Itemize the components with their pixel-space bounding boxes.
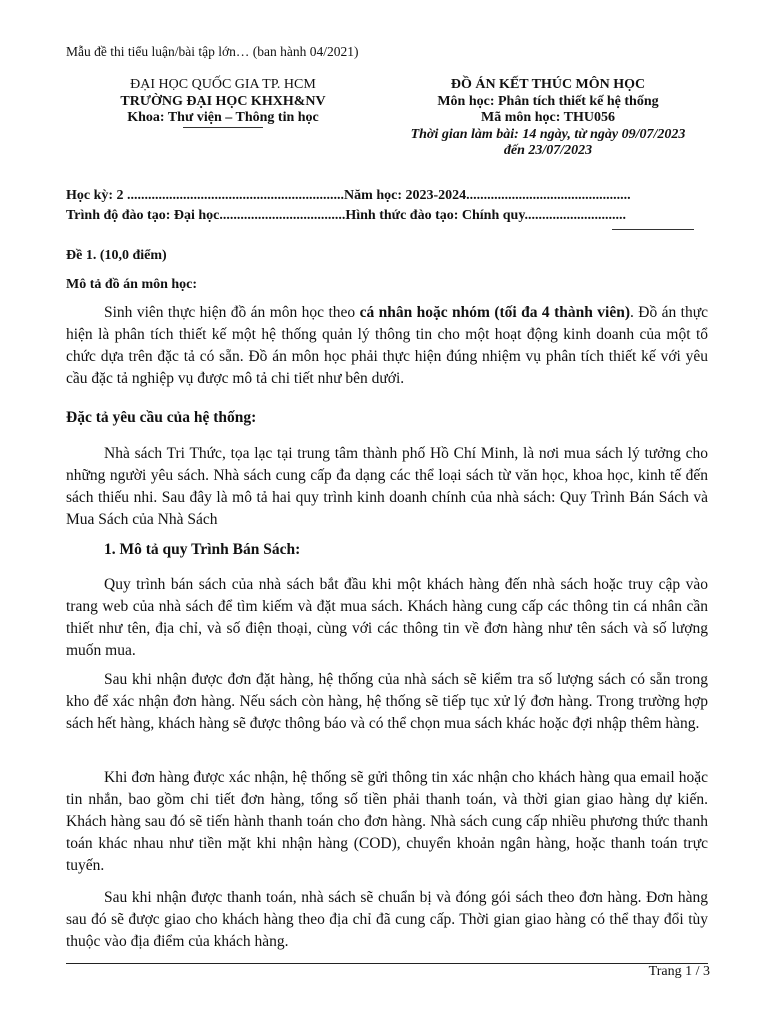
school-name: TRƯỜNG ĐẠI HỌC KHXH&NV [120,93,326,109]
question-title: Đề 1. (10,0 điểm) [66,248,167,263]
item-1-heading: 1. Mô tả quy Trình Bán Sách: [104,541,301,558]
description-heading: Mô tả đồ án môn học: [66,277,198,292]
paragraph-2 [66,443,708,531]
course-code: Mã môn học: THU056 [481,110,615,125]
exam-header [376,77,720,160]
paragraph-5 [66,767,708,877]
form-note: Mẫu đề thi tiểu luận/bài tập lớn… (ban hành 04/2021) [66,44,359,59]
paragraph-1 [66,302,708,390]
p2-text: Nhà sách Tri Thức, tọa lạc tại trung tâm thành phố Hồ Chí Minh, là nơi mua sách lý tưởng cho những người yêu sách. Nhà sách cung cấp đa dạng các thể loại sách từ văn học, khoa học, kinh tế đến sách thiếu nhi. Sau đây là mô tả hai quy trình kinh doanh chính của nhà sách: Quy Trình Bán Sách và Mua Sách của Nhà Sách [66,445,708,528]
p1-text-after: . Đồ án thực hiện là phân tích thiết kế một hệ thống quản lý thông tin cho một hoạt động kinh doanh của một tổ chức dựa trên đặc tả có sẵn. Đồ án môn học phải thực hiện đúng nhiệm vụ phân tích thiết kế với yêu cầu đặc tả nghiệp vụ được mô tả chi tiết như bên dưới. [66,304,708,387]
p5-text: Khi đơn hàng được xác nhận, hệ thống sẽ gửi thông tin xác nhận cho khách hàng qua email hoặc tin nhắn, bao gồm chi tiết đơn hàng, tổng số tiền phải thanh toán, và thời gian giao hàng dự kiến. Khách hàng sau đó sẽ tiến hành thanh toán cho đơn hàng. Nhà sách cung cấp nhiều phương thức thanh toán khác nhau như tiền mặt khi nhận hàng (COD), chuyển khoản ngân hàng, hoặc thanh toán trực tuyến. [66,769,708,874]
p1-text-bold: cá nhân hoặc nhóm (tối đa 4 thành viên) [359,304,630,321]
page-number: Trang 1 / 3 [648,964,710,979]
semester-row: Học kỳ: 2 ..............................................................Năm học: 2023-2024............................................... [66,188,631,203]
p3-text: Quy trình bán sách của nhà sách bắt đầu khi một khách hàng đến nhà sách hoặc truy cập vào trang web của nhà sách để tìm kiếm và đặt mua sách. Khách hàng cung cấp các thông tin cá nhân cần thiết như tên, địa chỉ, và số điện thoại, cùng với các thông tin về đơn hàng như tên sách và số lượng muốn mua. [66,576,708,659]
training-underline [612,229,694,230]
course-name: Môn học: Phân tích thiết kế hệ thống [437,93,659,109]
footer-rule [66,963,708,964]
spec-heading: Đặc tả yêu cầu của hệ thống: [66,409,257,426]
training-row: Trình độ đào tạo: Đại học....................................Hình thức đào tạo: Chính quy............................. [66,208,627,223]
faculty-name: Khoa: Thư viện – Thông tin học [127,110,319,125]
institution-header [98,77,348,127]
p6-text: Sau khi nhận được thanh toán, nhà sách sẽ chuẩn bị và đóng gói sách theo đơn hàng. Đơn hàng sau đó sẽ được giao cho khách hàng theo địa chỉ đã cung cấp. Thời gian giao hàng có thể thay đổi tùy thuộc vào địa điểm của khách hàng. [66,889,708,950]
exam-title: ĐỒ ÁN KẾT THÚC MÔN HỌC [450,77,646,92]
time-allowed: Thời gian làm bài: 14 ngày, từ ngày 09/07/2023 [410,126,686,142]
university-name: ĐẠI HỌC QUỐC GIA TP. HCM [130,77,316,92]
paragraph-3 [66,574,708,662]
end-date: đến 23/07/2023 [503,143,593,158]
p4-text: Sau khi nhận được đơn đặt hàng, hệ thống của nhà sách sẽ kiểm tra số lượng sách có sẵn trong kho để xác nhận đơn hàng. Nếu sách còn hàng, hệ thống sẽ tiếp tục xử lý đơn hàng. Trong trường hợp sách hết hàng, khách hàng sẽ được thông báo và có thể chọn mua sách khác hoặc đợi nhập thêm hàng. [66,671,708,732]
paragraph-6 [66,887,708,953]
faculty-underline [183,127,263,128]
p1-text-before: Sinh viên thực hiện đồ án môn học theo [104,304,360,321]
paragraph-4 [66,669,708,735]
